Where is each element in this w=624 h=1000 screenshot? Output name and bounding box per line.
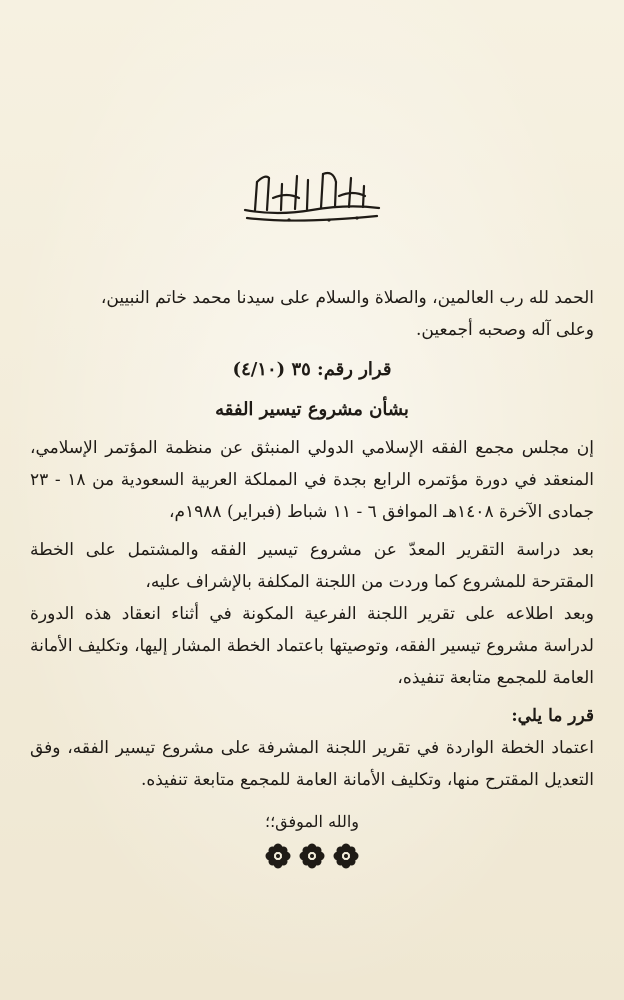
triple-flower-ornament-icon (30, 842, 594, 870)
page-content (30, 282, 594, 870)
flower-icon (298, 842, 326, 870)
flower-icon (264, 842, 292, 870)
basmala-calligraphy-icon (237, 164, 387, 226)
opening-line-2: وعلى آله وصحبه أجمعين. (416, 320, 594, 340)
paragraph-after-review: وبعد اطلاعه على تقرير اللجنة الفرعية المكونة في أثناء انعقاد هذه الدورة لدراسة مشروع تيسير الفقه، وتوصيتها باعتماد الخطة المشار إليها، وتكليف الأمانة العامة للمجمع متابعة تنفيذه، (30, 604, 594, 688)
subject-title: بشأن مشروع تيسير الفقه (215, 399, 409, 420)
decided-label: قرر ما يلي: (511, 706, 594, 726)
flower-icon (332, 842, 360, 870)
paragraph-preamble: إن مجلس مجمع الفقه الإسلامي الدولي المنبثق عن منظمة المؤتمر الإسلامي، المنعقد في دورة مؤتمره الرابع بجدة في المملكة العربية السعودية من ١٨ - ٢٣ جمادى الآخرة ١٤٠٨هـ الموافق ٦ - ١١ شباط (فبراير) ١٩٨٨م، (30, 438, 594, 522)
decision-text: اعتماد الخطة الواردة في تقرير اللجنة المشرفة على مشروع تيسير الفقه، وفق التعديل المقترح منها، وتكليف الأمانة العامة للمجمع متابعة تنفيذه. (30, 738, 594, 790)
opening-line-1: الحمد لله رب العالمين، والصلاة والسلام على سيدنا محمد خاتم النبيين، (100, 288, 594, 308)
basmala-calligraphy (0, 164, 624, 226)
paragraph-after-study: بعد دراسة التقرير المعدّ عن مشروع تيسير الفقه والمشتمل على الخطة المقترحة للمشروع كما وردت من اللجنة المكلفة بالإشراف عليه، (30, 540, 594, 592)
closing-line: والله الموفق؛؛ (264, 812, 359, 831)
decision-title: قرار رقم: ٣٥ (٤/١٠) (232, 359, 392, 380)
